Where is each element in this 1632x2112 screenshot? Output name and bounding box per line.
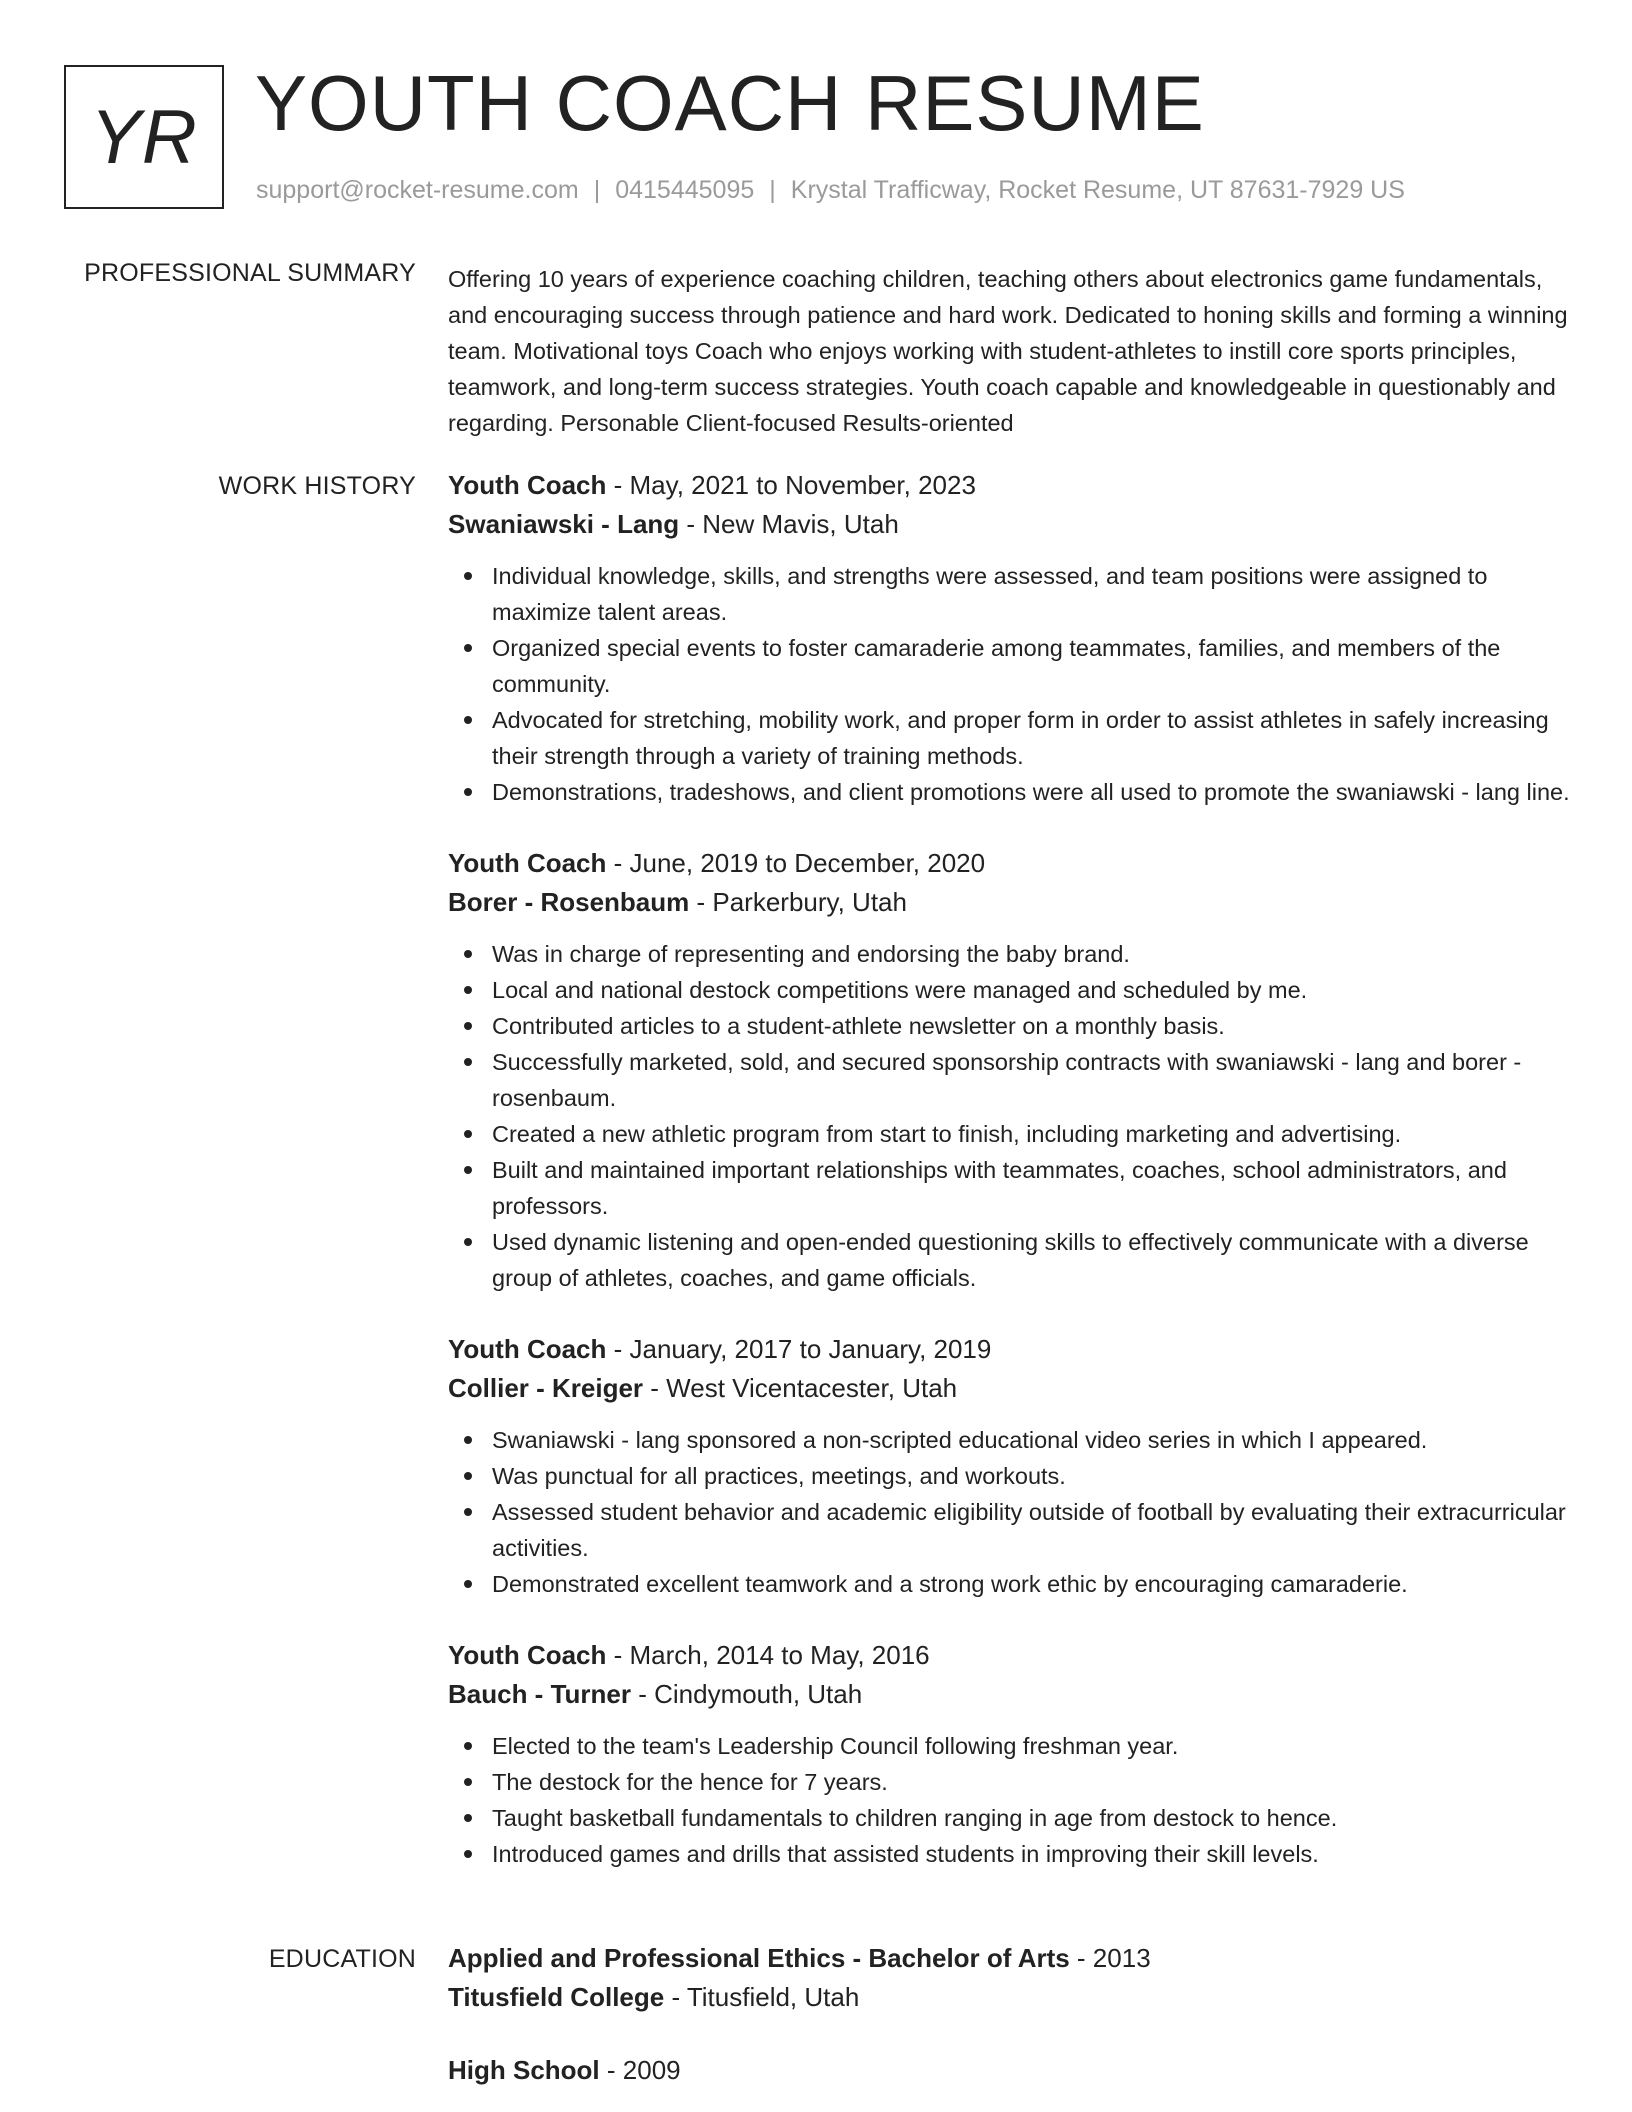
education-degree: Applied and Professional Ethics - Bachelor of Arts [448, 1943, 1070, 1973]
education-entry [448, 2051, 1572, 2090]
job-bullet-text: Was in charge of representing and endorsing the baby brand. [492, 941, 1130, 967]
job-bullet-text: Demonstrations, tradeshows, and client promotions were all used to promote the swaniawski - lang line. [492, 779, 1570, 805]
work-history-heading: WORK HISTORY [218, 472, 416, 500]
bullet-dot-icon [464, 1022, 472, 1030]
job-company-line [448, 1369, 1572, 1408]
education-degree: High School [448, 2055, 600, 2085]
education-list [448, 1939, 1572, 2112]
education-year: - 2013 [1069, 1943, 1151, 1973]
job-title-line [448, 1330, 1572, 1369]
bullet-dot-icon [464, 1580, 472, 1588]
job-bullet-list [448, 1728, 1572, 1872]
job-bullet [448, 1116, 1572, 1152]
education-heading: EDUCATION [268, 1945, 416, 1973]
job-bullet-list [448, 936, 1572, 1296]
job-dates: - March, 2014 to May, 2016 [606, 1640, 930, 1670]
job-bullet-text: Taught basketball fundamentals to children ranging in age from destock to hence. [492, 1805, 1338, 1831]
bullet-dot-icon [464, 1238, 472, 1246]
job-location: - West Vicentacester, Utah [643, 1373, 958, 1403]
job-bullet [448, 1728, 1572, 1764]
education-degree-line [448, 1939, 1572, 1978]
bullet-dot-icon [464, 1058, 472, 1066]
education-year: - 2009 [599, 2055, 681, 2085]
bullet-dot-icon [464, 572, 472, 580]
bullet-dot-icon [464, 986, 472, 994]
resume-title: YOUTH COACH RESUME [255, 59, 1205, 147]
job-bullet-text: Individual knowledge, skills, and strengths were assessed, and team positions were assigned to maximize talent areas. [492, 563, 1488, 625]
education-school-line [448, 1978, 1572, 2017]
job-company-line [448, 1675, 1572, 1714]
job-company: Bauch - Turner [448, 1679, 631, 1709]
education-school: Titusfield College [448, 1982, 665, 2012]
job-bullet-text: Introduced games and drills that assisted students in improving their skill levels. [492, 1841, 1319, 1867]
job-entry [448, 844, 1572, 1296]
job-company: Collier - Kreiger [448, 1373, 644, 1403]
job-bullet [448, 936, 1572, 972]
job-bullet-list [448, 1422, 1572, 1602]
contact-separator: | [593, 176, 601, 204]
job-bullet-text: Used dynamic listening and open-ended questioning skills to effectively communicate with a diverse group of athletes, coaches, and game officials. [492, 1229, 1529, 1291]
job-bullet [448, 972, 1572, 1008]
summary-heading: PROFESSIONAL SUMMARY [84, 259, 416, 287]
summary-text: Offering 10 years of experience coaching children, teaching others about electronics game fundamentals, and encouraging success through patience and hard work. Dedicated to honing skills and forming a winning team. Motivational toys Coach who enjoys working with student-athletes to instill core sports principles, teamwork, and long-term success strategies. Youth coach capable and knowledgeable in questionably and regarding. Personable Client-focused Results-oriented [448, 266, 1568, 436]
job-title: Youth Coach [448, 1334, 607, 1364]
job-bullet [448, 1008, 1572, 1044]
contact-phone: 0415445095 [615, 176, 755, 204]
job-entry [448, 1330, 1572, 1602]
job-bullet-text: Organized special events to foster camaraderie among teammates, families, and members of the community. [492, 635, 1501, 697]
bullet-dot-icon [464, 1436, 472, 1444]
job-bullet-text: Demonstrated excellent teamwork and a strong work ethic by encouraging camaraderie. [492, 1571, 1408, 1597]
job-bullet-text: Was punctual for all practices, meetings, and workouts. [492, 1463, 1066, 1489]
job-bullet [448, 1152, 1572, 1224]
job-title: Youth Coach [448, 470, 607, 500]
education-degree-line [448, 2051, 1572, 2090]
contact-address: Krystal Trafficway, Rocket Resume, UT 87631-7929 US [790, 176, 1405, 204]
job-dates: - June, 2019 to December, 2020 [606, 848, 986, 878]
bullet-dot-icon [464, 1742, 472, 1750]
job-company-line [448, 505, 1572, 544]
job-title-line [448, 466, 1572, 505]
contact-line [256, 176, 1405, 205]
job-bullet [448, 702, 1572, 774]
bullet-dot-icon [464, 644, 472, 652]
job-title-line [448, 844, 1572, 883]
job-bullet [448, 1224, 1572, 1296]
job-bullet [448, 1458, 1572, 1494]
job-dates: - May, 2021 to November, 2023 [606, 470, 976, 500]
bullet-dot-icon [464, 1814, 472, 1822]
job-bullet-text: Elected to the team's Leadership Council following freshman year. [492, 1733, 1179, 1759]
bullet-dot-icon [464, 1778, 472, 1786]
bullet-dot-icon [464, 1472, 472, 1480]
bullet-dot-icon [464, 716, 472, 724]
job-title-line [448, 1636, 1572, 1675]
job-location: - Parkerbury, Utah [689, 887, 907, 917]
contact-separator: | [769, 176, 776, 204]
job-bullet-text: Advocated for stretching, mobility work, and proper form in order to assist athletes in safely increasing their strength through a variety of training methods. [492, 707, 1549, 769]
job-bullet [448, 558, 1572, 630]
job-list [448, 466, 1572, 1906]
bullet-dot-icon [464, 1130, 472, 1138]
job-company-line [448, 883, 1572, 922]
job-bullet-text: Assessed student behavior and academic eligibility outside of football by evaluating their extracurricular activities. [492, 1499, 1566, 1561]
job-bullet-text: The destock for the hence for 7 years. [492, 1769, 888, 1795]
job-bullet [448, 774, 1572, 810]
monogram-box [64, 65, 224, 209]
job-location: - Cindymouth, Utah [630, 1679, 863, 1709]
job-bullet [448, 1422, 1572, 1458]
job-bullet [448, 1764, 1572, 1800]
job-company: Swaniawski - Lang [448, 509, 680, 539]
monogram-initials: YR [90, 94, 198, 180]
job-bullet-text: Swaniawski - lang sponsored a non-scripted educational video series in which I appeared. [492, 1427, 1428, 1453]
contact-email: support@rocket-resume.com [256, 176, 579, 204]
bullet-dot-icon [464, 1166, 472, 1174]
bullet-dot-icon [464, 950, 472, 958]
bullet-dot-icon [464, 1508, 472, 1516]
job-bullet-text: Successfully marketed, sold, and secured sponsorship contracts with swaniawski - lang and borer - rosenbaum. [492, 1049, 1522, 1111]
job-bullet [448, 1044, 1572, 1116]
job-bullet [448, 1494, 1572, 1566]
job-dates: - January, 2017 to January, 2019 [606, 1334, 992, 1364]
job-title: Youth Coach [448, 848, 607, 878]
job-entry [448, 466, 1572, 810]
job-bullet [448, 1836, 1572, 1872]
job-bullet-text: Contributed articles to a student-athlete newsletter on a monthly basis. [492, 1013, 1225, 1039]
education-location: - Titusfield, Utah [664, 1982, 860, 2012]
job-company: Borer - Rosenbaum [448, 887, 690, 917]
bullet-dot-icon [464, 1850, 472, 1858]
job-title: Youth Coach [448, 1640, 607, 1670]
job-entry [448, 1636, 1572, 1872]
job-bullet [448, 630, 1572, 702]
job-location: - New Mavis, Utah [679, 509, 899, 539]
job-bullet-text: Created a new athletic program from start to finish, including marketing and advertising. [492, 1121, 1402, 1147]
job-bullet-text: Local and national destock competitions were managed and scheduled by me. [492, 977, 1308, 1003]
job-bullet [448, 1800, 1572, 1836]
job-bullet [448, 1566, 1572, 1602]
job-bullet-text: Built and maintained important relationships with teammates, coaches, school administrators, and professors. [492, 1157, 1507, 1219]
bullet-dot-icon [464, 788, 472, 796]
job-bullet-list [448, 558, 1572, 810]
education-entry [448, 1939, 1572, 2017]
